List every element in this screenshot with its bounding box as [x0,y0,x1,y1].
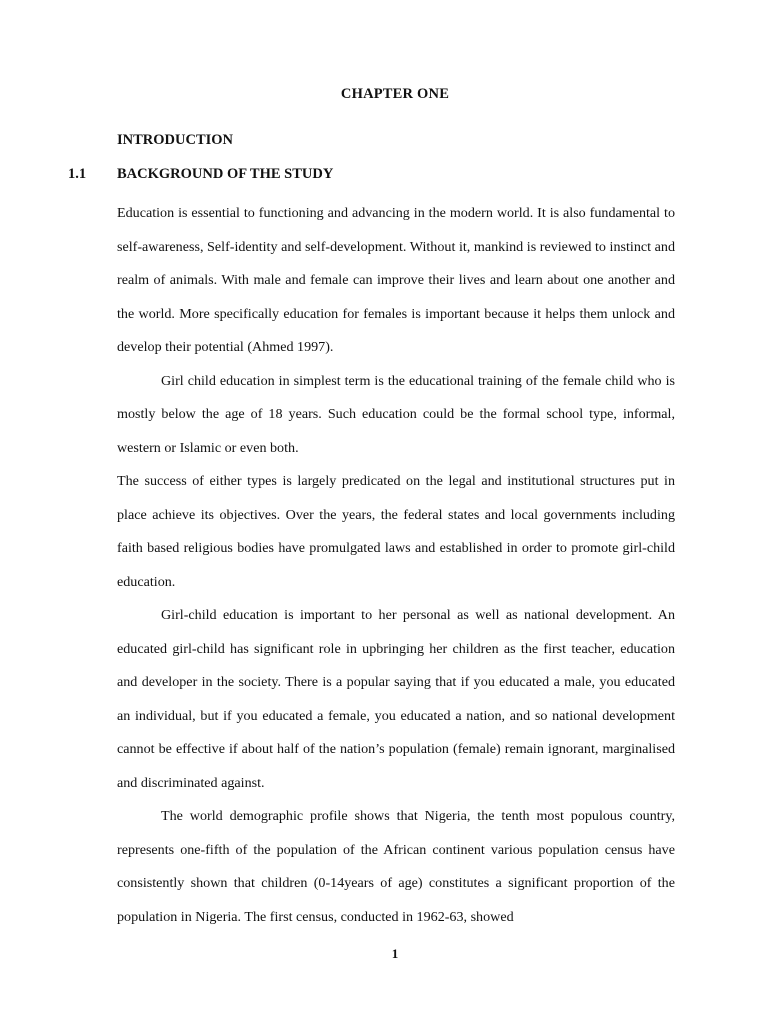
page-number: 1 [391,946,399,961]
paragraph-national-development: Girl-child education is important to her personal as well as national development. An educated girl-child has significant role in upbringing her children as the first teacher, education and developer in the society. There is a popular saying that if you educated a male, you educated an individual, but if you educated a female, you educated a nation, and so national development cannot be effective if about half of the nation’s population (female) remain ignorant, marginalised and discriminated against. [117,607,675,791]
paragraph-demographic-profile: The world demographic profile shows that Nigeria, the tenth most populous country, represents one-fifth of the population of the African continent various population census have consistently shown that children (0-14years of age) constitutes a significant proportion of the population in Nigeria. The first census, conducted in 1962-63, showed [117,808,675,925]
paragraph-legal-structures: The success of either types is largely predicated on the legal and institutional structures put in place achieve its objectives. Over the years, the federal states and local governments including faith based religious bodies have promulgated laws and established in order to promote girl-child education. [117,473,675,590]
chapter-title: CHAPTER ONE [340,86,450,102]
section-number: 1.1 [68,166,87,182]
introduction-heading: INTRODUCTION [117,132,234,148]
section-title: BACKGROUND OF THE STUDY [117,166,334,182]
paragraph-education-importance: Education is essential to functioning and advancing in the modern world. It is also fundamental to self-awareness, Self-identity and self-development. Without it, mankind is reviewed to instinct and realm of animals. With male and female can improve their lives and learn about one another and the world. More specifically education for females is important because it helps them unlock and develop their potential (Ahmed 1997). [117,205,675,355]
body-text [117,197,675,934]
paragraph-girl-child-definition: Girl child education in simplest term is the educational training of the female child who is mostly below the age of 18 years. Such education could be the formal school type, informal, western or Islamic or even both. [117,372,675,456]
section-heading [68,166,333,183]
